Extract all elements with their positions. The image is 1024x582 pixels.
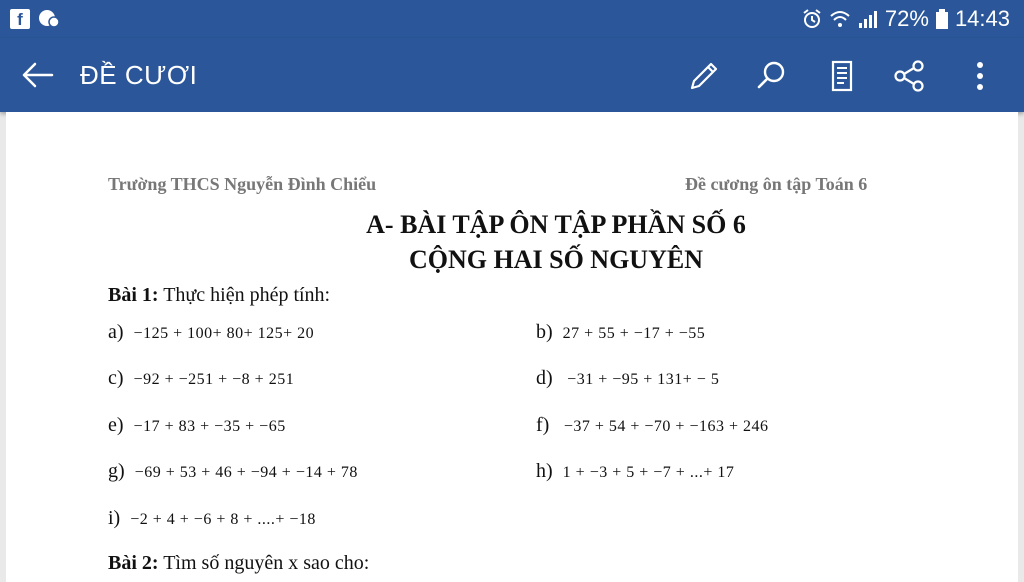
exercise-item-h xyxy=(536,460,734,483)
share-icon[interactable] xyxy=(890,56,930,96)
document-title: ĐỀ CƯƠI xyxy=(80,60,198,90)
wifi-icon xyxy=(829,8,851,30)
exercise-item-g xyxy=(108,460,358,483)
exercise-expression: −69 + 53 + 46 + −94 + −14 + 78 xyxy=(134,464,358,481)
clock: 14:43 xyxy=(954,6,1010,31)
section-subtitle: CỘNG HAI SỐ NGUYÊN xyxy=(409,245,703,274)
status-bar xyxy=(0,0,1024,38)
section-title: A- BÀI TẬP ÔN TẬP PHẦN SỐ 6 xyxy=(366,210,746,239)
exercise-2-heading xyxy=(108,552,369,575)
exercise-expression: −37 + 54 + −70 + −163 + 246 xyxy=(559,418,769,435)
facebook-notification-icon: f xyxy=(10,9,30,29)
exercise-expression: −17 + 83 + −35 + −65 xyxy=(133,418,286,435)
exercise-item-d xyxy=(536,367,719,390)
exercise-label: c) xyxy=(108,367,124,389)
alarm-icon xyxy=(801,8,823,30)
exercise-label: a) xyxy=(108,321,124,343)
back-arrow-icon[interactable] xyxy=(18,58,58,92)
reading-view-icon[interactable] xyxy=(822,56,862,96)
exercise-label: g) xyxy=(108,460,125,482)
exercise-label: f) xyxy=(536,414,550,436)
exercise-item-a xyxy=(108,321,314,344)
more-icon[interactable] xyxy=(960,56,1000,96)
exercise-label: d) xyxy=(536,367,553,389)
exercise-expression: 1 + −3 + 5 + −7 + ...+ 17 xyxy=(562,464,735,481)
exercise-2-label: Bài 2: xyxy=(108,552,159,574)
exercise-expression: −31 + −95 + 131+ − 5 xyxy=(562,371,720,388)
battery-percent: 72% xyxy=(884,6,929,31)
exercise-expression: −2 + 4 + −6 + 8 + ....+ −18 xyxy=(130,511,316,528)
exercise-label: b) xyxy=(536,321,553,343)
search-icon[interactable] xyxy=(752,56,792,96)
document-page[interactable] xyxy=(6,112,1018,582)
exercise-item-b xyxy=(536,321,705,344)
exercise-item-e xyxy=(108,414,286,437)
app-toolbar xyxy=(0,38,1024,112)
exercise-1-text: Thực hiện phép tính: xyxy=(158,284,331,306)
header-subject: Đề cương ôn tập Toán 6 xyxy=(685,174,868,194)
exercise-label: e) xyxy=(108,414,124,436)
exercise-item-c xyxy=(108,367,294,390)
exercise-expression: 27 + 55 + −17 + −55 xyxy=(562,325,706,342)
exercise-2-text: Tìm số nguyên x sao cho: xyxy=(158,552,370,574)
signal-icon xyxy=(857,8,879,30)
battery-icon xyxy=(935,8,949,30)
exercise-item-i xyxy=(108,507,316,530)
edit-icon[interactable] xyxy=(684,56,724,96)
messenger-notification-icon xyxy=(38,9,60,29)
exercise-expression: −92 + −251 + −8 + 251 xyxy=(133,371,295,388)
exercise-1-heading xyxy=(108,284,330,307)
exercise-item-f xyxy=(536,414,769,437)
header-school-name: Trường THCS Nguyễn Đình Chiểu xyxy=(108,174,377,194)
exercise-label: i) xyxy=(108,507,121,529)
exercise-label: h) xyxy=(536,460,553,482)
exercise-1-label: Bài 1: xyxy=(108,284,159,306)
exercise-expression: −125 + 100+ 80+ 125+ 20 xyxy=(133,325,315,342)
